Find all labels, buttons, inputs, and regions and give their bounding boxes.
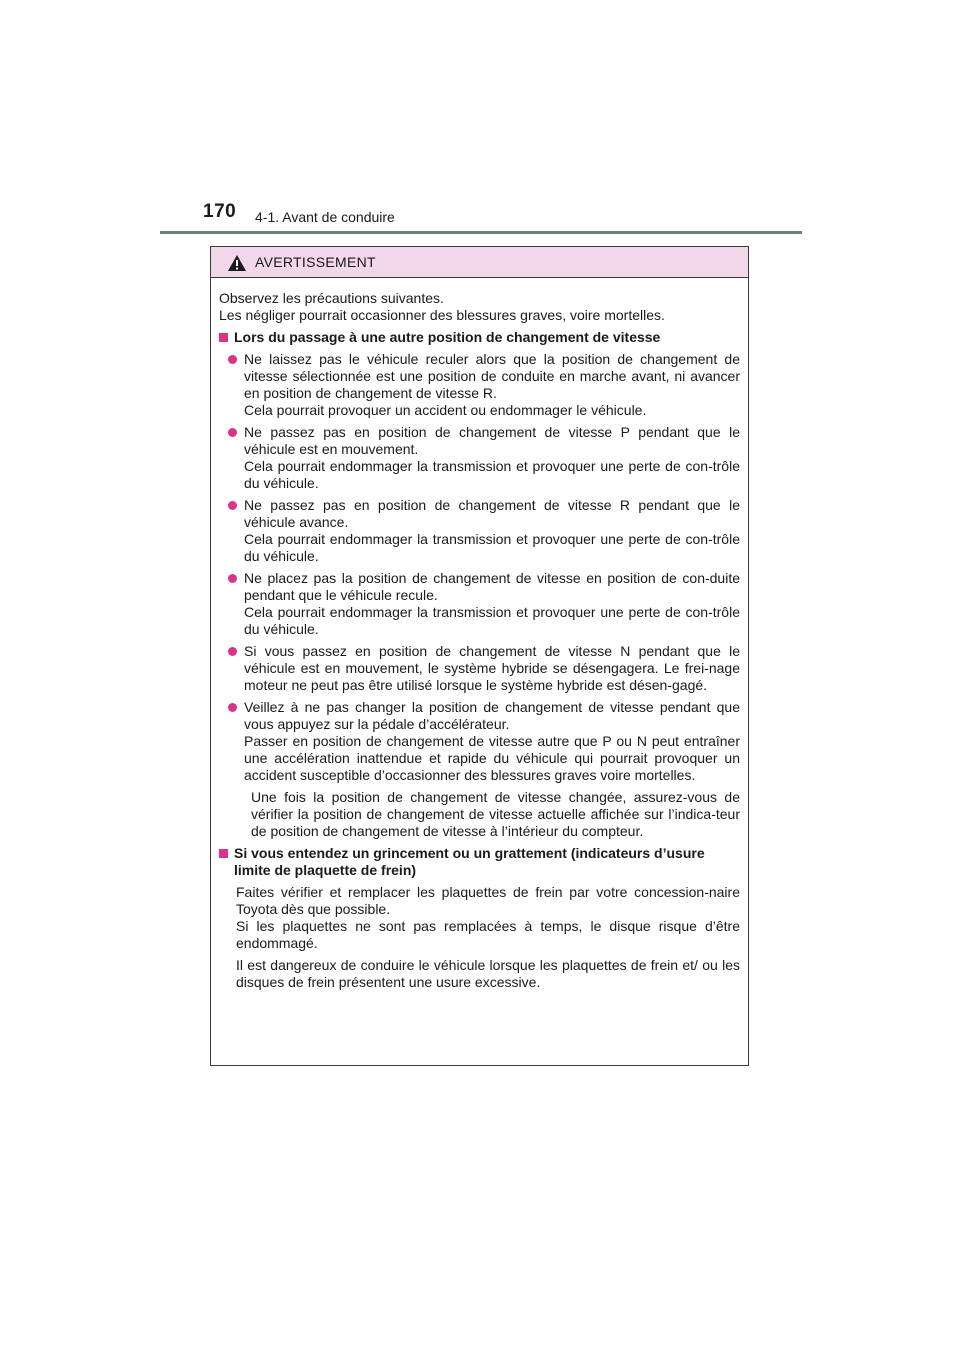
item-text: Ne passez pas en position de changement de vitesse P pendant que le véhicule est en mouvement.	[244, 424, 740, 457]
round-bullet-icon	[228, 574, 237, 583]
list-item	[219, 699, 740, 784]
warning-triangle-icon	[227, 254, 247, 272]
paragraph-line: Faites vérifier et remplacer les plaquettes de frein par votre concession-naire Toyota dès que possible.	[236, 884, 740, 917]
item-text: Cela pourrait endommager la transmission et provoquer une perte de con-trôle du véhicule.	[244, 458, 740, 491]
section-heading-text: Lors du passage à une autre position de changement de vitesse	[234, 329, 661, 345]
round-bullet-icon	[228, 355, 237, 364]
intro-line: Observez les précautions suivantes.	[219, 290, 444, 306]
item-text: Cela pourrait endommager la transmission et provoquer une perte de con-trôle du véhicule.	[244, 531, 740, 564]
square-bullet-icon	[219, 333, 228, 342]
list-item	[219, 424, 740, 492]
round-bullet-icon	[228, 647, 237, 656]
warning-header	[211, 247, 748, 278]
section-heading-brake-wear	[219, 845, 740, 879]
round-bullet-icon	[228, 428, 237, 437]
page-number: 170	[203, 201, 237, 222]
item-text: Cela pourrait endommager la transmission et provoquer une perte de con-trôle du véhicule.	[244, 604, 740, 637]
section-title: 4-1. Avant de conduire	[255, 209, 395, 225]
closing-paragraph: Une fois la position de changement de vitesse changée, assurez-vous de vérifier la position de changement de vitesse actuelle affichée sur l’indica-teur de position de changement de vitesse à l’intérieur du compteur.	[251, 789, 740, 839]
list-item	[219, 497, 740, 565]
list-item	[219, 570, 740, 638]
square-bullet-icon	[219, 849, 228, 858]
round-bullet-icon	[228, 703, 237, 712]
paragraph-line: Si les plaquettes ne sont pas remplacées à temps, le disque risque d’être endommagé.	[236, 918, 740, 951]
item-text: Ne laissez pas le véhicule reculer alors que la position de changement de vitesse sélectionnée est une position de conduite en marche avant, ni avancer en position de changement de vitesse R.	[244, 351, 740, 401]
intro-line: Les négliger pourrait occasionner des blessures graves, voire mortelles.	[219, 307, 665, 323]
header-rule	[160, 231, 802, 234]
item-text: Ne passez pas en position de changement de vitesse R pendant que le véhicule avance.	[244, 497, 740, 530]
section-heading-text: Si vous entendez un grincement ou un grattement (indicateurs d’usure limite de plaquette de frein)	[234, 845, 705, 878]
brake-danger-paragraph: Il est dangereux de conduire le véhicule lorsque les plaquettes de frein et/ ou les disques de frein présentent une usure excessive.	[236, 957, 740, 990]
warning-title: AVERTISSEMENT	[255, 254, 376, 270]
warning-box	[210, 246, 749, 1066]
item-text: Veillez à ne pas changer la position de changement de vitesse pendant que vous appuyez sur la pédale d’accélérateur.	[244, 699, 740, 732]
round-bullet-icon	[228, 501, 237, 510]
list-item	[219, 351, 740, 419]
list-item	[219, 643, 740, 694]
section-heading-gear-change	[219, 329, 740, 346]
item-text: Cela pourrait provoquer un accident ou endommager le véhicule.	[244, 402, 647, 418]
item-text: Si vous passez en position de changement de vitesse N pendant que le véhicule est en mouvement, le système hybride se désengagera. Le frei-nage moteur ne peut pas être utilisé lorsque le système hybride est désen-gagé.	[244, 643, 740, 693]
warning-body	[211, 278, 748, 991]
item-text: Ne placez pas la position de changement de vitesse en position de con-duite pendant que le véhicule recule.	[244, 570, 740, 603]
item-text: Passer en position de changement de vitesse autre que P ou N peut entraîner une accélération inattendue et rapide du véhicule qui pourrait provoquer un accident susceptible d’occasionner des blessures graves voire mortelles.	[244, 733, 740, 783]
brake-paragraph	[236, 884, 740, 952]
